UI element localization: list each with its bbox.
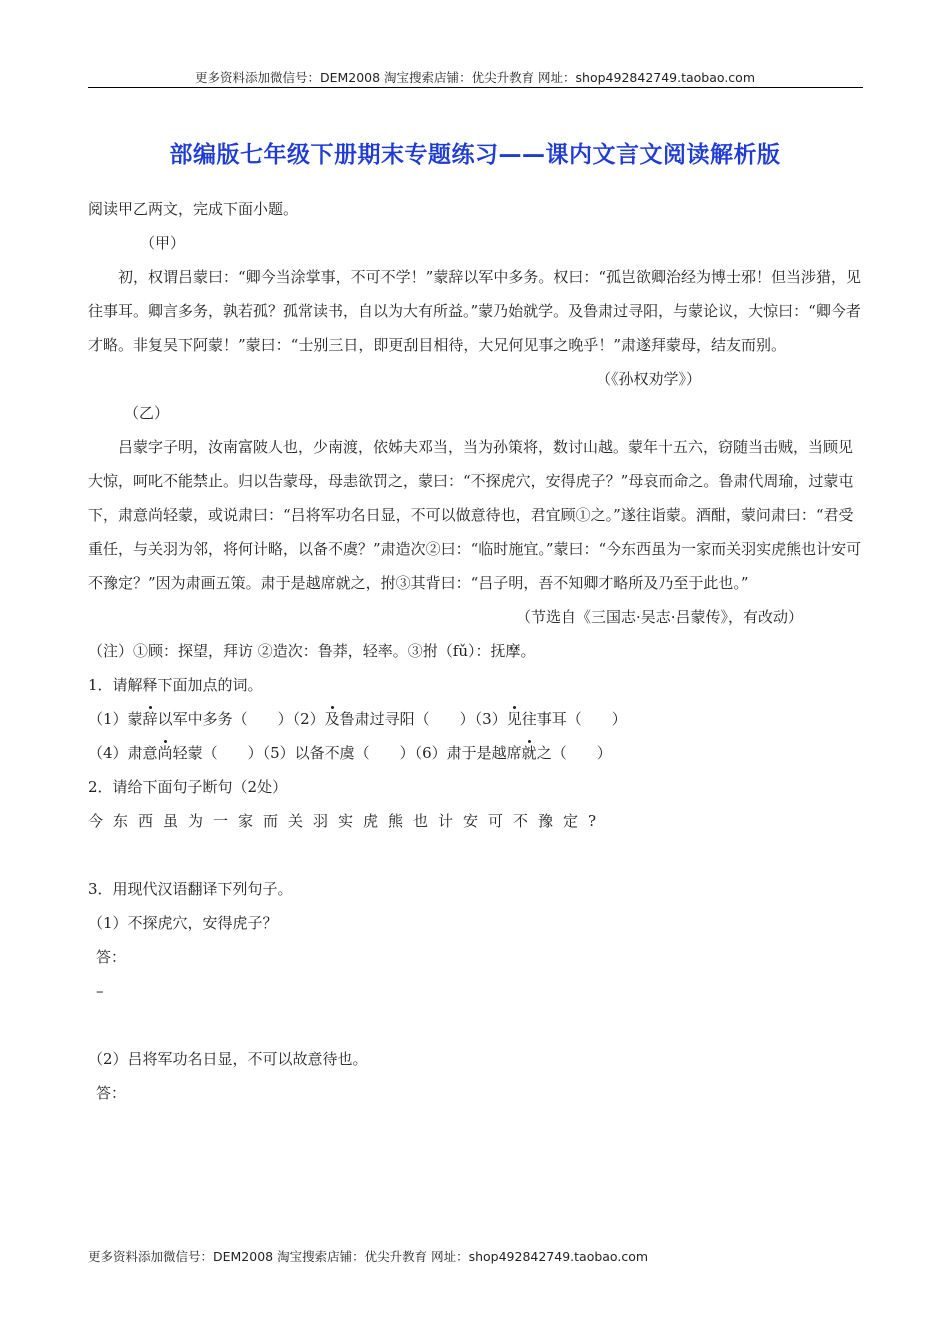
q1-item-6-post: 之（ ） bbox=[536, 744, 612, 762]
q3-sentence-1: （1）不探虎穴，安得虎子？ bbox=[88, 914, 278, 932]
passage-b-text: 吕蒙字子明，汝南富陂人也，少南渡，依姊夫邓当，当为孙策将，数讨山越。蒙年十五六，窃随当击贼，当顾见大惊，呵叱不能禁止。归以告蒙母，母恚欲罚之，蒙曰：“不探虎穴，安得虎子？”母哀而命之。鲁肃代周瑜，过蒙屯下，肃意尚轻蒙，或说肃曰：“吕将军功名日显，不可以做意待也，君宜顾①之。”遂往诣蒙。酒酣，蒙问肃曰：“君受重任，与关羽为邻，将何计略，以备不虞？”肃造次②曰：“临时施宜。”蒙曰：“今东西虽为一家而关羽实虎熊也计安可不豫定？”因为肃画五策。肃于是越席就之，拊③其背曰：“吕子明，吾不知卿才略所及乃至于此也。” bbox=[88, 438, 862, 592]
q1-item-4-post: 轻蒙（ ） bbox=[172, 744, 263, 762]
blank-line bbox=[88, 838, 863, 872]
q3-answer-label-1: 答： bbox=[96, 948, 127, 966]
q1-item-2-dotted-word: 及 bbox=[325, 702, 340, 736]
page-footer: 更多资料添加微信号：DEM2008 淘宝搜索店铺：优尖升教育 网址：shop492842749.taobao.com bbox=[88, 1249, 649, 1264]
q1-item-3-post: 往事耳（ ） bbox=[521, 710, 627, 728]
q1-item-3-pre: （3） bbox=[474, 710, 507, 728]
notes: （注）①顾：探望，拜访 ②造次：鲁莽，轻率。③拊（fǔ）：抚摩。 bbox=[88, 642, 536, 660]
q1-item-6-pre: （6）肃于是越席 bbox=[414, 744, 522, 762]
q1-row-1 bbox=[88, 702, 863, 736]
q1-item-5: （5）以备不虞（ ） bbox=[262, 744, 415, 762]
instruction: 阅读甲乙两文，完成下面小题。 bbox=[88, 200, 299, 218]
q1-item-2-post: 鲁肃过寻阳（ ） bbox=[339, 710, 475, 728]
q1-item-4-dotted-word: 尚 bbox=[158, 736, 173, 770]
passage-a-label: （甲） bbox=[140, 234, 186, 252]
q1-item-1-dotted-word: 辞 bbox=[143, 702, 158, 736]
page-header: 更多资料添加微信号：DEM2008 淘宝搜索店铺：优尖升教育 网址：shop492842749.taobao.com bbox=[194, 70, 756, 85]
q3-sentence-2: （2）吕将军功名日显，不可以故意待也。 bbox=[88, 1050, 368, 1068]
q3-answer-line-1: – bbox=[96, 982, 104, 1000]
passage-b-label: （乙） bbox=[124, 404, 170, 422]
q1-item-1-pre: （1）蒙 bbox=[88, 710, 143, 728]
q2-prompt: 2．请给下面句子断句（2处） bbox=[88, 778, 288, 796]
q3-answer-label-2: 答： bbox=[96, 1084, 127, 1102]
blank-line-2 bbox=[88, 1008, 863, 1042]
doc-body bbox=[88, 192, 863, 1110]
q1-item-4-pre: （4）肃意 bbox=[88, 744, 158, 762]
doc-title: 部编版七年级下册期末专题练习——课内文言文阅读解析版 bbox=[169, 142, 781, 168]
passage-a-source: （《孙权劝学》） bbox=[595, 370, 701, 388]
q1-item-6-dotted-word: 就 bbox=[522, 736, 537, 770]
q1-item-1-post: 以军中多务（ ） bbox=[157, 710, 293, 728]
header-divider bbox=[88, 87, 863, 88]
q1-row-2 bbox=[88, 736, 863, 770]
q3-prompt: 3．用现代汉语翻译下列句子。 bbox=[88, 880, 293, 898]
passage-a-text: 初，权谓吕蒙曰：“卿今当涂掌事，不可不学！”蒙辞以军中多务。权曰：“孤岂欲卿治经为博士邪！但当涉猎，见往事耳。卿言多务，孰若孤？孤常读书，自以为大有所益。”蒙乃始就学。及鲁肃过寻阳，与蒙论议，大惊曰：“卿今者才略。非复吴下阿蒙！”蒙曰：“士别三日，即更刮目相待，大兄何见事之晚乎！”肃遂拜蒙母，结友而别。 bbox=[88, 268, 862, 354]
q1-item-2-pre: （2） bbox=[292, 710, 325, 728]
passage-b-source: （节选自《三国志·吴志·吕蒙传》，有改动） bbox=[515, 608, 803, 626]
q1-prompt: 1．请解释下面加点的词。 bbox=[88, 676, 263, 694]
q1-item-3-dotted-word: 见 bbox=[507, 702, 522, 736]
q2-sentence: 今东西虽为一家而关羽实虎熊也计安可不豫定? bbox=[88, 812, 607, 830]
